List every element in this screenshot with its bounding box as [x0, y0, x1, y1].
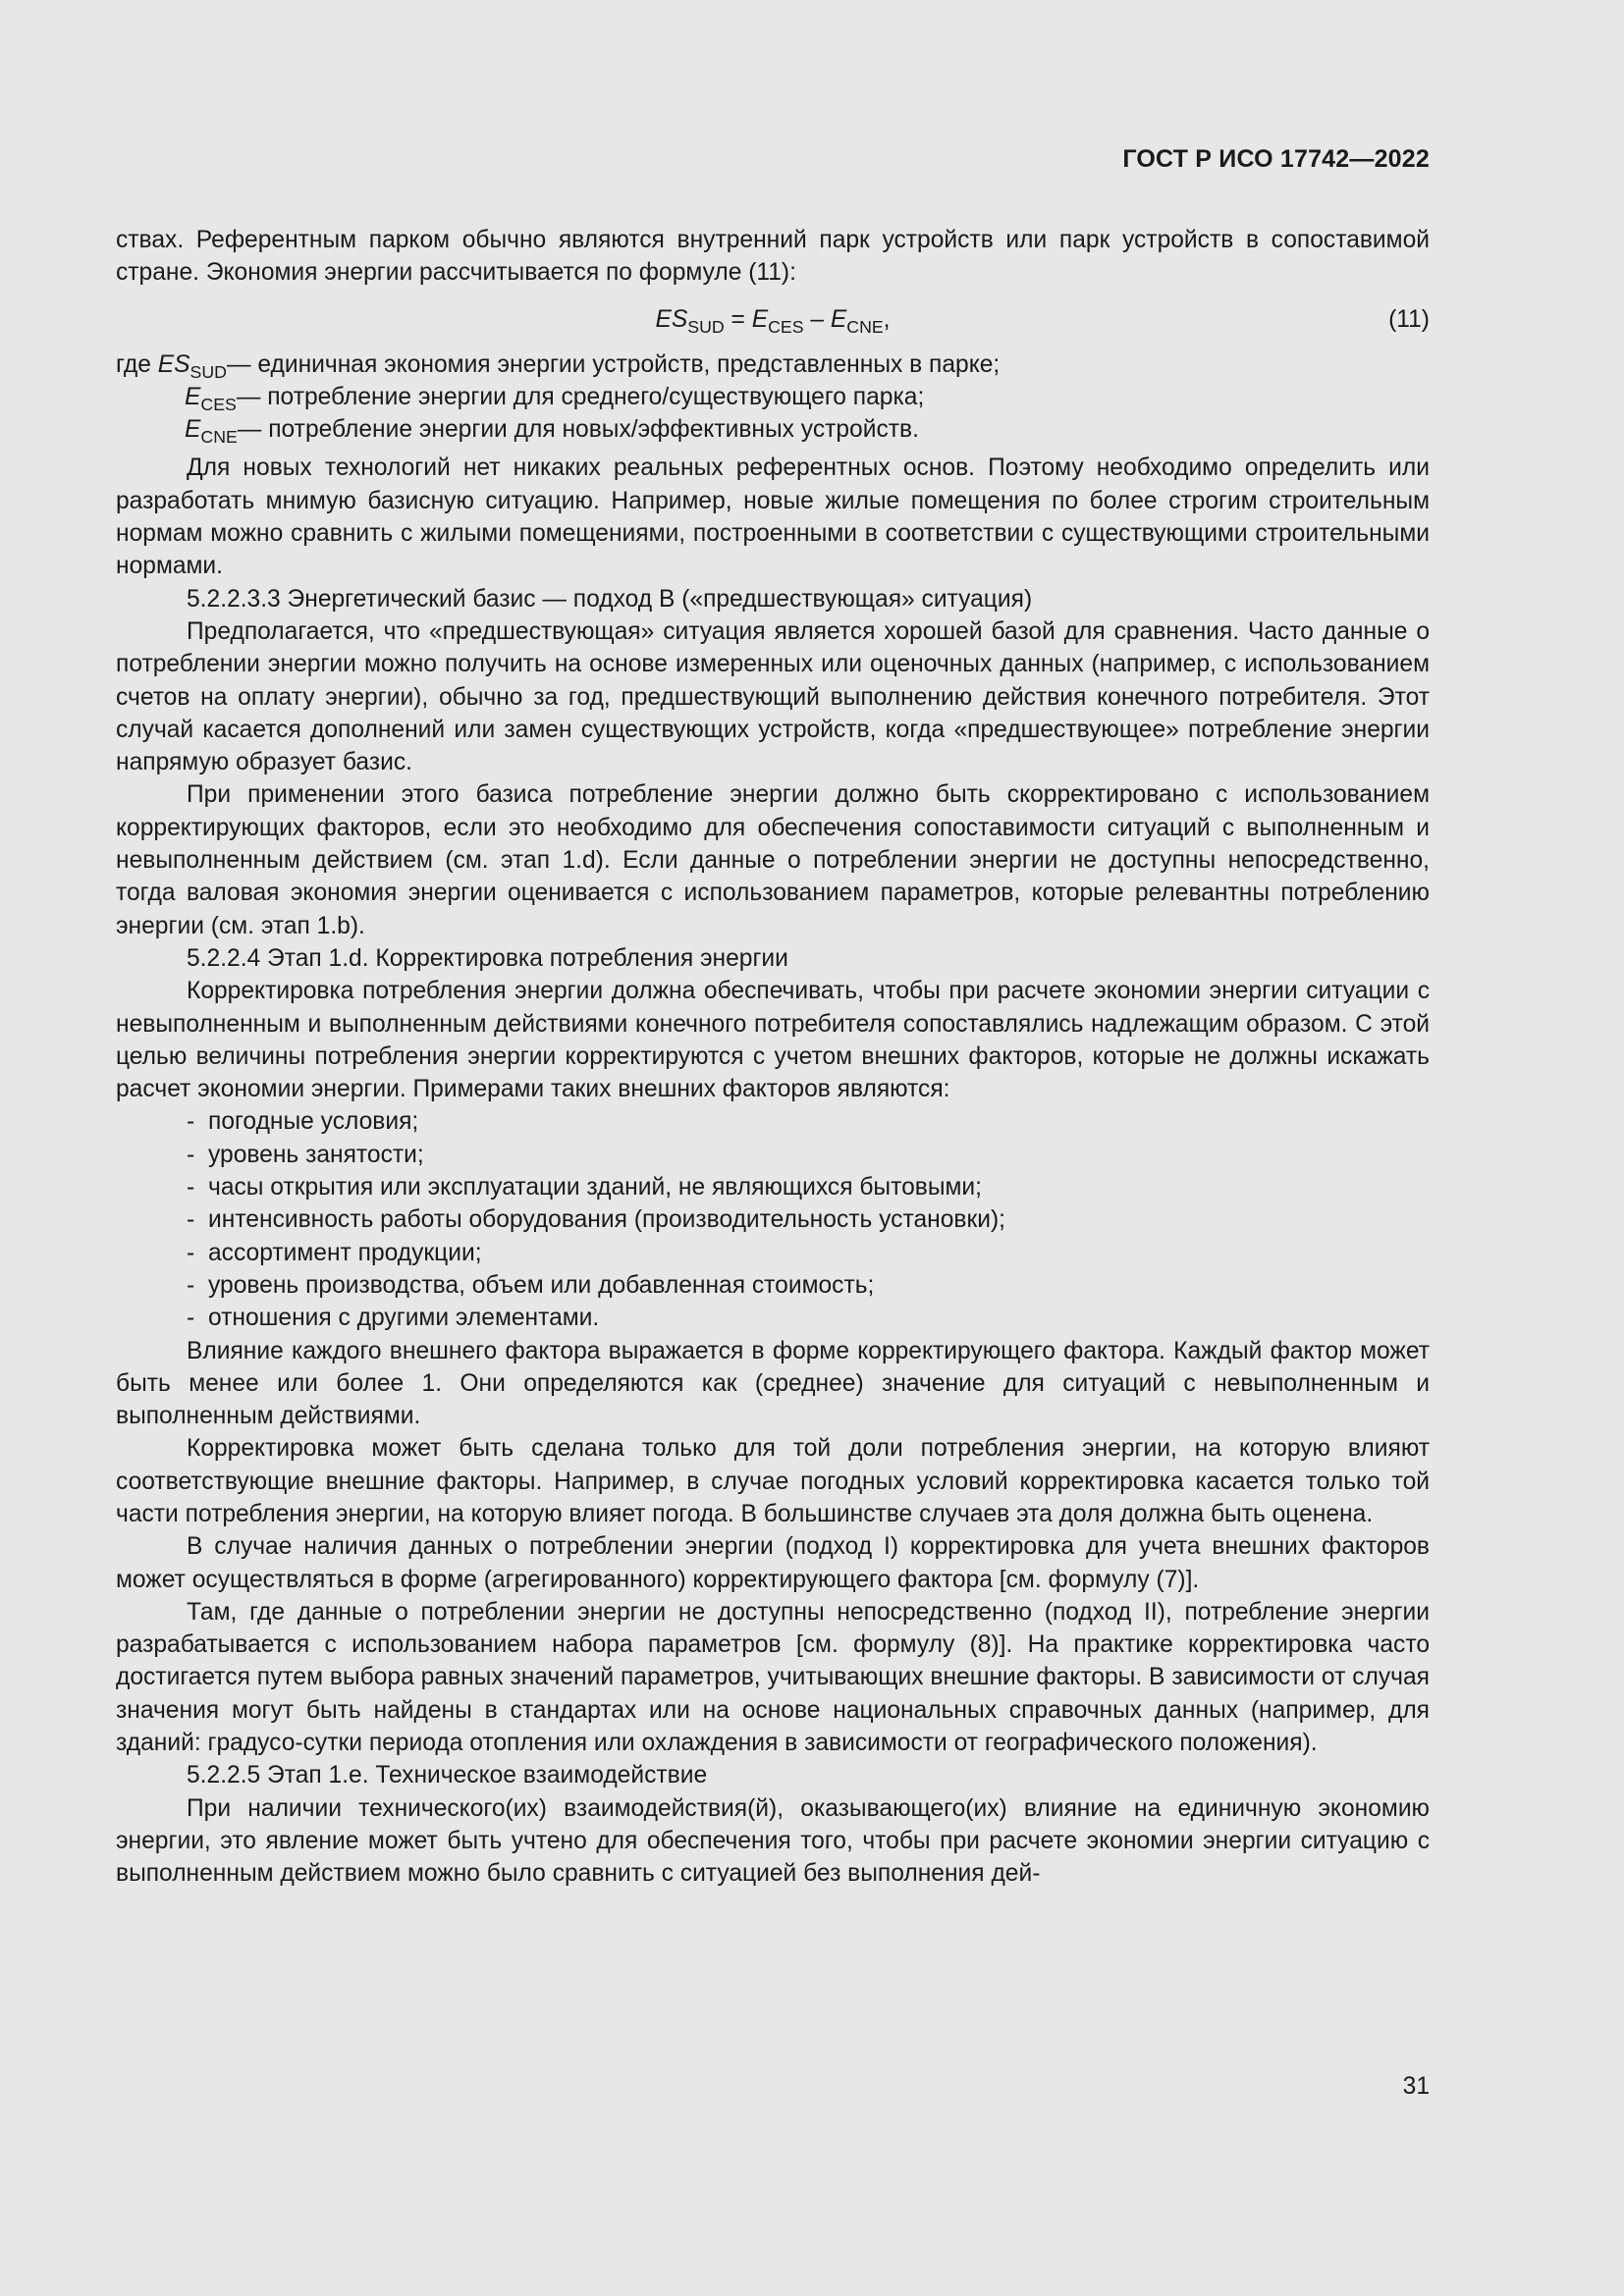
paragraph: В случае наличия данных о потреблении энергии (подход I) корректировка для учета внешних факторов может осуществляться в форме (агрегированного) корректирующего фактора [см. формулу (7)]. [116, 1533, 1430, 1593]
page-body [116, 224, 1430, 1891]
page-number: 31 [1402, 2073, 1430, 2100]
formula-number: (11) [1388, 305, 1430, 333]
paragraph: При применении этого базиса потребление энергии должно быть скорректировано с использованием корректирующих факторов, если это необходимо для обеспечения сопоставимости ситуаций с выполненным и невыполненным действием (см. этап 1.d). Если данные о потреблении энергии не доступны непосредственно, тогда валовая экономия энергии оценивается с использованием параметров, которые релевантны потреблению энергии (см. этап 1.b). [116, 781, 1430, 939]
list-item: - отношения с другими элементами. [187, 1302, 1430, 1334]
list-item: - уровень производства, объем или добавленная стоимость; [187, 1269, 1430, 1302]
where-item: $E_{CES}$ — потребление энергии для среднего/существующего парка; [185, 383, 925, 415]
external-factors-list [116, 1105, 1430, 1334]
list-item: - ассортимент продукции; [187, 1237, 1430, 1269]
paragraph: Для новых технологий нет никаких реальных референтных основ. Поэтому необходимо определить или разработать мнимую базисную ситуацию. Например, новые жилые помещения по более строгим строительным нормам можно сравнить с жилыми помещениями, построенными в соответствии с существующими строительными нормами. [116, 454, 1430, 580]
where-item: где $ES_{SUD}$ — единичная экономия энергии устройств, представленных в парке; [116, 350, 1001, 382]
list-item: - часы открытия или эксплуатации зданий, не являющихся бытовыми; [187, 1171, 1430, 1203]
section-heading: 5.2.2.3.3 Энергетический базис — подход В («предшествующая» ситуация) [187, 585, 1033, 613]
section-heading: 5.2.2.4 Этап 1.d. Корректировка потребления энергии [187, 944, 788, 972]
section-heading: 5.2.2.5 Этап 1.е. Техническое взаимодействие [187, 1762, 708, 1789]
paragraph: При наличии технического(их) взаимодействия(й), оказывающего(их) влияние на единичную экономию энергии, это явление может быть учтено для обеспечения того, чтобы при расчете экономии энергии ситуацию с выполненным действием можно было сравнить с ситуацией без выполнения дей- [116, 1794, 1430, 1888]
list-item: - интенсивность работы оборудования (производительность установки); [187, 1203, 1430, 1236]
formula-11 [116, 295, 1430, 345]
where-item: $E_{CNE}$ — потребление энергии для новых/эффективных устройств. [185, 416, 919, 448]
paragraph: Предполагается, что «предшествующая» ситуация является хорошей базой для сравнения. Часто данные о потреблении энергии можно получить на основе измеренных или оценочных данных (например, с использованием счетов на оплату энергии), обычно за год, предшествующий выполнению действия конечного потребителя. Этот случай касается дополнений или замен существующих устройств, когда «предшествующее» потребление энергии напрямую образует базис. [116, 617, 1430, 776]
list-item: - погодные условия; [187, 1105, 1430, 1138]
formula-expression: $ES_{SUD} = E_{CES} - E_{CNE}$, [655, 305, 891, 337]
paragraph: Корректировка потребления энергии должна обеспечивать, чтобы при расчете экономии энергии ситуации с невыполненным и выполненным действиями конечного потребителя сопоставлялись надлежащим образом. С этой целью величины потребления энергии корректируются с учетом внешних факторов, которые не должны искажать расчет экономии энергии. Примерами таких внешних факторов являются: [116, 978, 1430, 1103]
intro-paragraph: ствах. Референтным парком обычно являются внутренний парк устройств или парк устройств в сопоставимой стране. Экономия энергии рассчитывается по формуле (11): [116, 227, 1430, 287]
paragraph: Там, где данные о потреблении энергии не доступны непосредственно (подход II), потребление энергии разрабатывается с использованием набора параметров [см. формулу (8)]. На практике корректировка часто достигается путем выбора равных значений параметров, учитывающих внешние факторы. В зависимости от случая значения могут быть найдены в стандартах или на основе национальных справочных данных (например, для зданий: градусо-сутки периода отопления или охлаждения в зависимости от географического положения). [116, 1598, 1430, 1757]
standard-header: ГОСТ Р ИСО 17742—2022 [1122, 145, 1430, 173]
list-item: - уровень занятости; [187, 1139, 1430, 1171]
paragraph: Корректировка может быть сделана только для той доли потребления энергии, на которую влияют соответствующие внешние факторы. Например, в случае погодных условий корректировка касается только той части потребления энергии, на которую влияет погода. В большинстве случаев эта доля должна быть оценена. [116, 1435, 1430, 1527]
paragraph: Влияние каждого внешнего фактора выражается в форме корректирующего фактора. Каждый фактор может быть менее или более 1. Они определяются как (среднее) значение для ситуаций с невыполненным и выполненным действиями. [116, 1337, 1430, 1430]
